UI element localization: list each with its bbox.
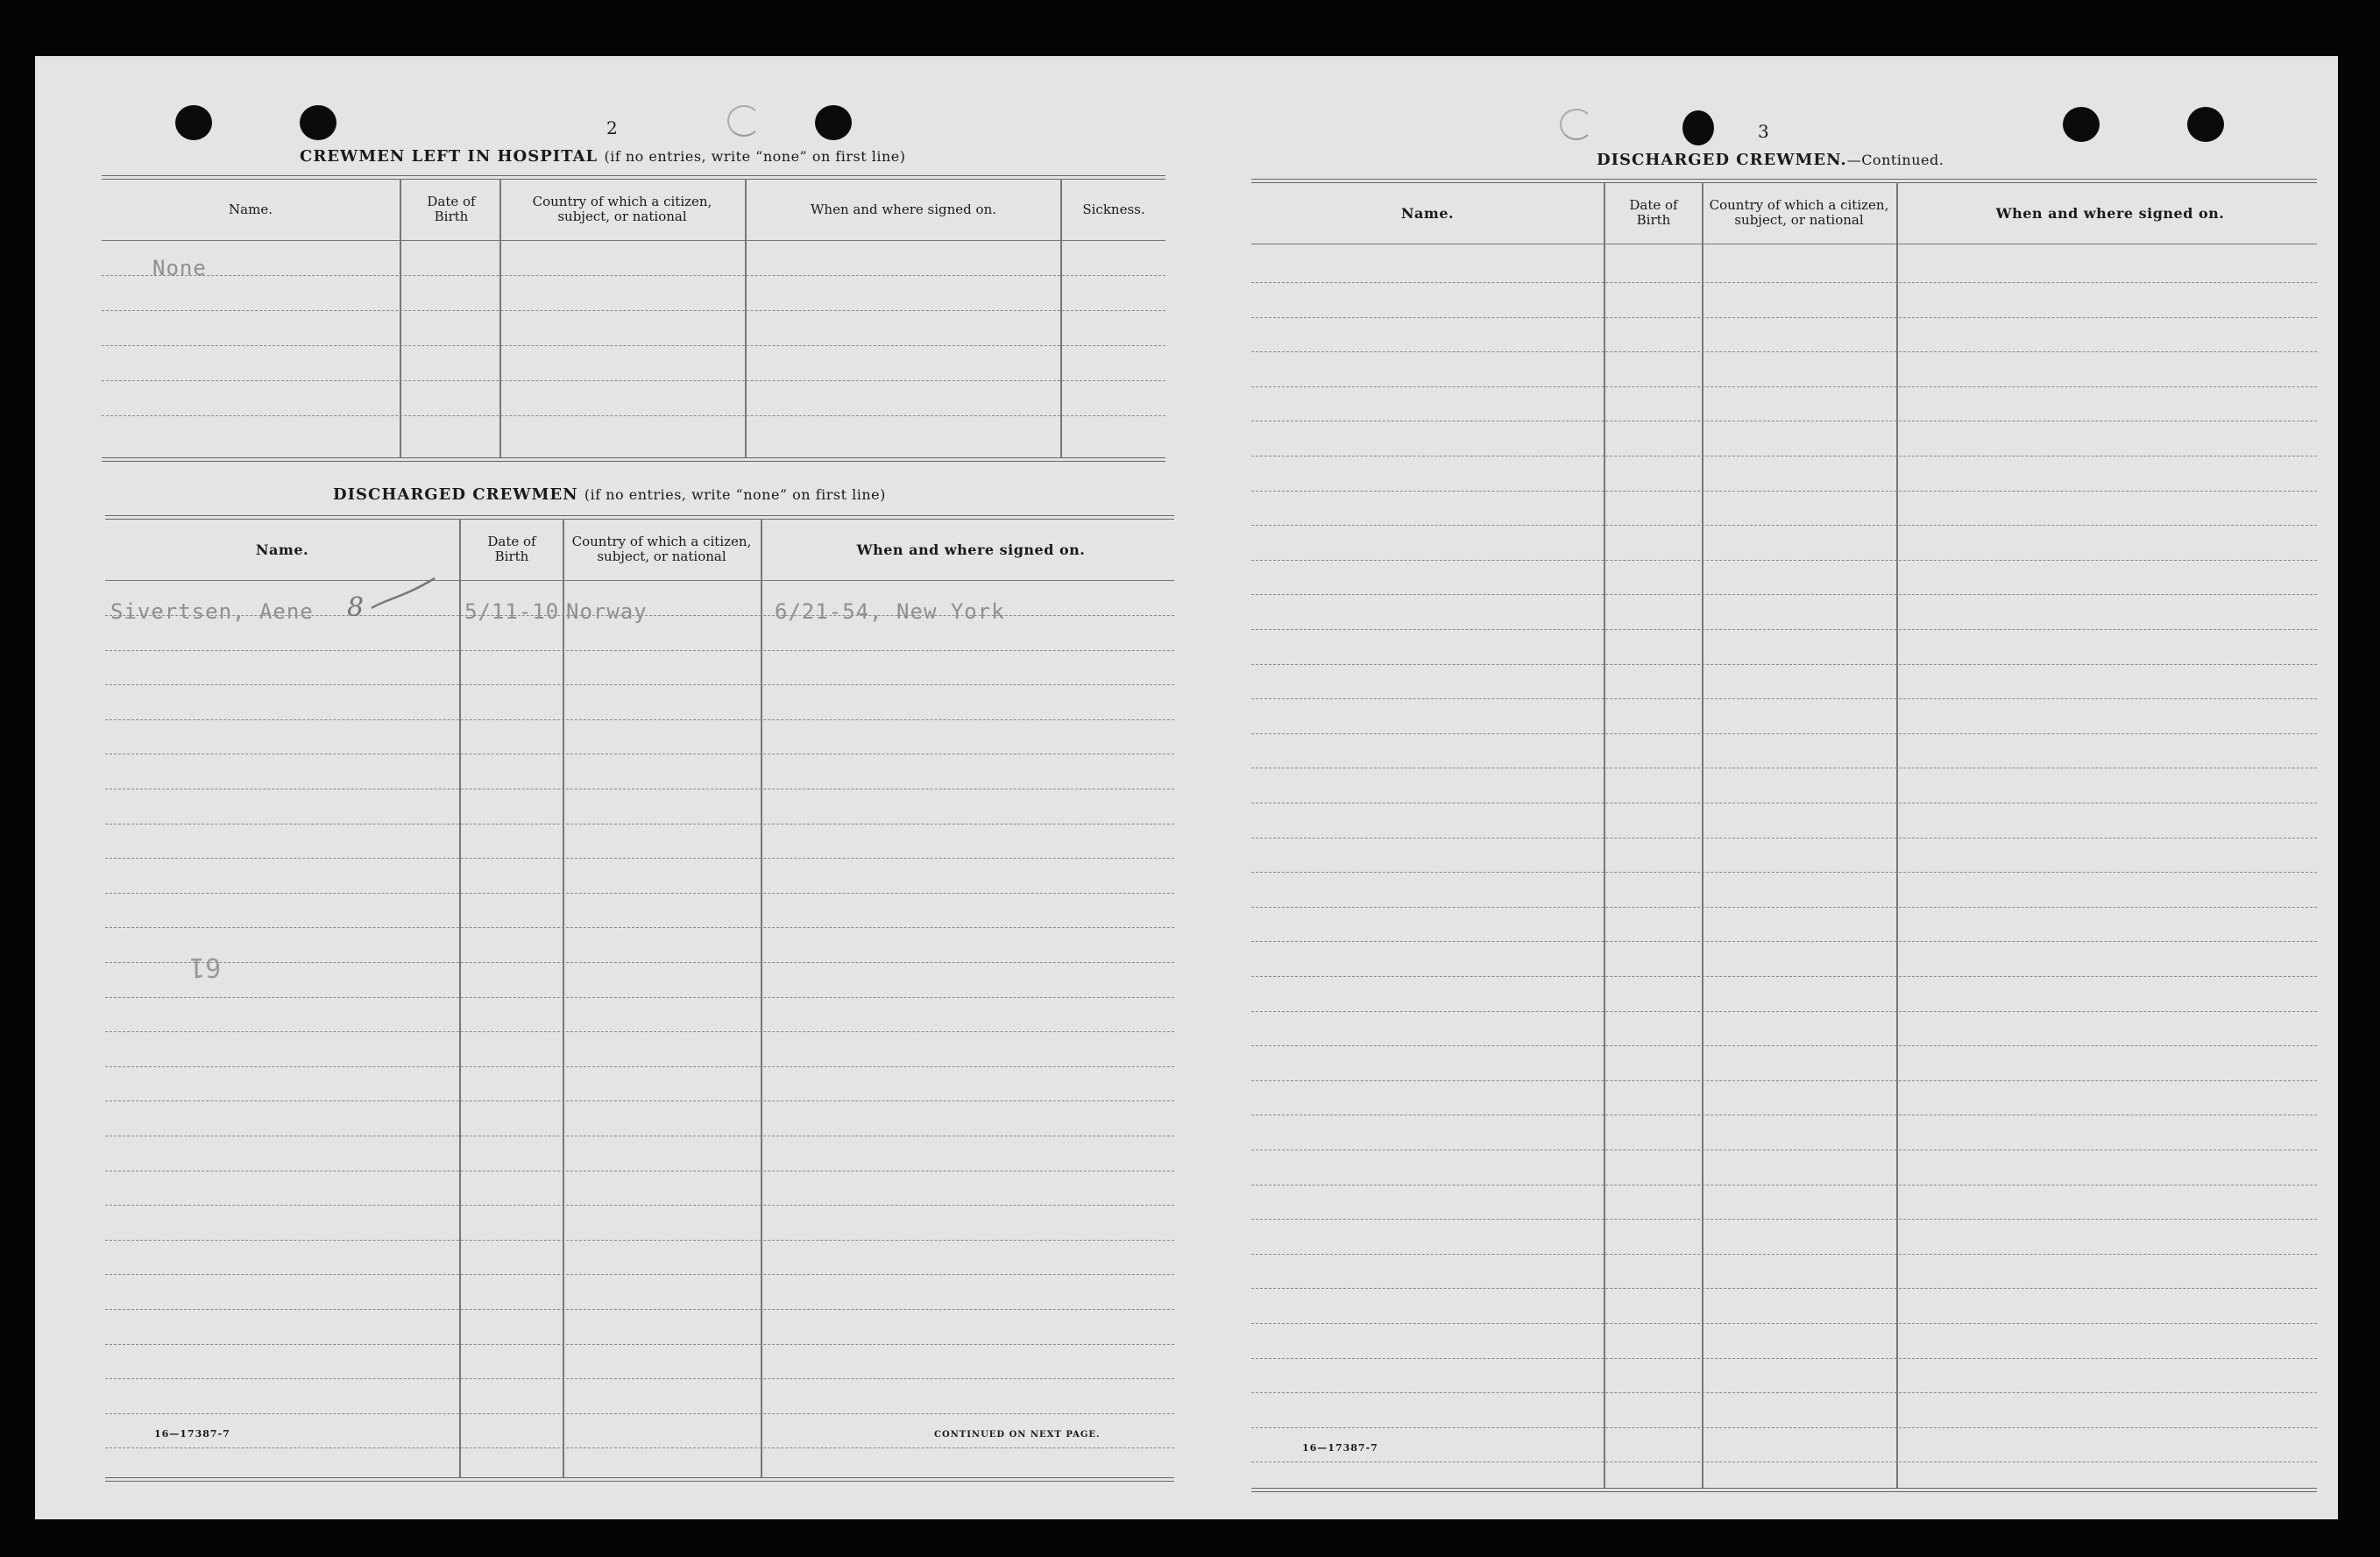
entry-line — [1251, 282, 2317, 283]
form-number-left: 16—17387-7 — [154, 1428, 230, 1440]
entry-line — [105, 1309, 1174, 1310]
entry-line — [1251, 594, 2317, 595]
discharged-row-signed-on: 6/21-54, New York — [775, 599, 1005, 624]
column-header-name: Name. — [255, 541, 309, 558]
entry-line — [1251, 1254, 2317, 1255]
entry-line — [1251, 1219, 2317, 1220]
entry-line — [105, 1240, 1174, 1241]
entry-line — [102, 275, 1165, 276]
entry-line — [105, 719, 1174, 720]
column-header-name: Name. — [229, 201, 273, 217]
discharged-row-country: Norway — [566, 599, 648, 624]
column-header-name: Name. — [1400, 204, 1455, 222]
page-number-right: 3 — [1758, 121, 1770, 142]
table-bottom-rule — [102, 457, 1165, 462]
entry-line — [1251, 351, 2317, 352]
table-bottom-rule — [1251, 1488, 2317, 1492]
column-header-signed-on: When and where signed on. — [856, 541, 1086, 558]
column-divider — [1702, 182, 1704, 1488]
entry-line — [1251, 976, 2317, 977]
punch-hole — [2187, 107, 2224, 142]
entry-line — [1251, 664, 2317, 665]
right-title-text: DISCHARGED CREWMEN. — [1597, 151, 1847, 169]
form-number-right: 16—17387-7 — [1302, 1442, 1378, 1454]
punch-hole — [175, 105, 212, 140]
entry-line — [1251, 838, 2317, 839]
column-header-country: Country of which a citizen, subject, or national — [571, 534, 752, 564]
column-header-country: Country of which a citizen, subject, or national — [532, 194, 712, 224]
entry-line — [102, 310, 1165, 311]
punch-hole — [1682, 110, 1714, 145]
hospital-title-text: CREWMEN LEFT IN HOSPITAL — [300, 147, 599, 166]
entry-line — [105, 684, 1174, 685]
column-header-signed-on: When and where signed on. — [1995, 204, 2225, 222]
entry-line — [1251, 1045, 2317, 1046]
entry-line — [1251, 386, 2317, 387]
column-header-dob: Date of Birth — [487, 534, 536, 564]
right-section-title — [1597, 151, 1944, 169]
entry-line — [1251, 1080, 2317, 1081]
entry-line — [1251, 1288, 2317, 1289]
column-header-signed-on: When and where signed on. — [810, 201, 996, 217]
document-sheet — [35, 56, 2338, 1519]
entry-line — [105, 1031, 1174, 1032]
column-divider — [1896, 182, 1898, 1488]
entry-line — [1251, 1011, 2317, 1012]
entry-line — [102, 415, 1165, 416]
entry-line — [105, 1447, 1174, 1448]
discharged-row-dob: 5/11-10 — [464, 599, 560, 624]
hospital-entry-none: None — [152, 256, 207, 280]
page-number-left: 2 — [606, 117, 619, 138]
entry-line — [105, 893, 1174, 894]
discharged-row-name: Sivertsen, Aene — [110, 599, 314, 624]
entry-line — [1251, 317, 2317, 318]
entry-line — [1251, 1461, 2317, 1462]
entry-line — [1251, 1392, 2317, 1393]
column-header-country: Country of which a citizen, subject, or national — [1709, 197, 1889, 228]
discharged-row-mark: 8 — [347, 592, 365, 623]
entry-line — [105, 824, 1174, 825]
punch-hole — [2063, 107, 2100, 142]
continued-note: CONTINUED ON NEXT PAGE. — [934, 1430, 1101, 1440]
entry-line — [1251, 941, 2317, 942]
discharged-title-text: DISCHARGED CREWMEN — [333, 485, 578, 504]
punch-ring — [1560, 109, 1593, 140]
column-header-dob: Date of Birth — [427, 194, 476, 224]
entry-line — [1251, 491, 2317, 492]
hospital-section-title — [300, 147, 906, 166]
column-divider — [563, 519, 564, 1477]
entry-line — [105, 927, 1174, 928]
punch-ring — [727, 105, 761, 137]
punch-hole — [300, 105, 336, 140]
entry-line — [1251, 698, 2317, 699]
column-divider — [459, 519, 461, 1477]
discharged-table-right — [1251, 179, 2317, 1493]
hospital-instruction: (if no entries, write “none” on first line) — [604, 148, 906, 165]
entry-line — [105, 858, 1174, 859]
entry-line — [1251, 525, 2317, 526]
entry-line — [1251, 1323, 2317, 1324]
entry-line — [1251, 1427, 2317, 1428]
hospital-table — [102, 175, 1165, 517]
header-bottom-rule — [102, 240, 1165, 241]
entry-line — [1251, 560, 2317, 561]
column-header-sickness: Sickness. — [1082, 201, 1145, 217]
entry-line — [105, 1378, 1174, 1379]
header-bottom-rule — [105, 580, 1174, 581]
entry-line — [102, 380, 1165, 381]
column-divider — [761, 519, 762, 1477]
column-header-dob: Date of Birth — [1629, 197, 1678, 228]
entry-line — [105, 962, 1174, 963]
punch-hole — [815, 105, 852, 140]
column-divider — [1604, 182, 1605, 1488]
discharged-section-title — [333, 485, 886, 504]
entry-line — [105, 1205, 1174, 1206]
entry-line — [105, 650, 1174, 651]
discharged-table-left — [105, 515, 1174, 1488]
entry-line — [1251, 872, 2317, 873]
entry-line — [1251, 1358, 2317, 1359]
entry-line — [1251, 907, 2317, 908]
entry-line — [102, 345, 1165, 346]
checkmark-icon — [368, 573, 438, 617]
entry-line — [105, 997, 1174, 998]
faint-stamp-number: 61 — [189, 952, 222, 982]
table-bottom-rule — [105, 1477, 1174, 1482]
right-title-suffix: —Continued. — [1846, 152, 1944, 168]
discharged-instruction: (if no entries, write “none” on first line) — [584, 486, 886, 503]
entry-line — [105, 1413, 1174, 1414]
entry-line — [1251, 733, 2317, 734]
entry-line — [105, 1274, 1174, 1275]
entry-line — [105, 1066, 1174, 1067]
entry-line — [105, 1344, 1174, 1345]
entry-line — [1251, 629, 2317, 630]
